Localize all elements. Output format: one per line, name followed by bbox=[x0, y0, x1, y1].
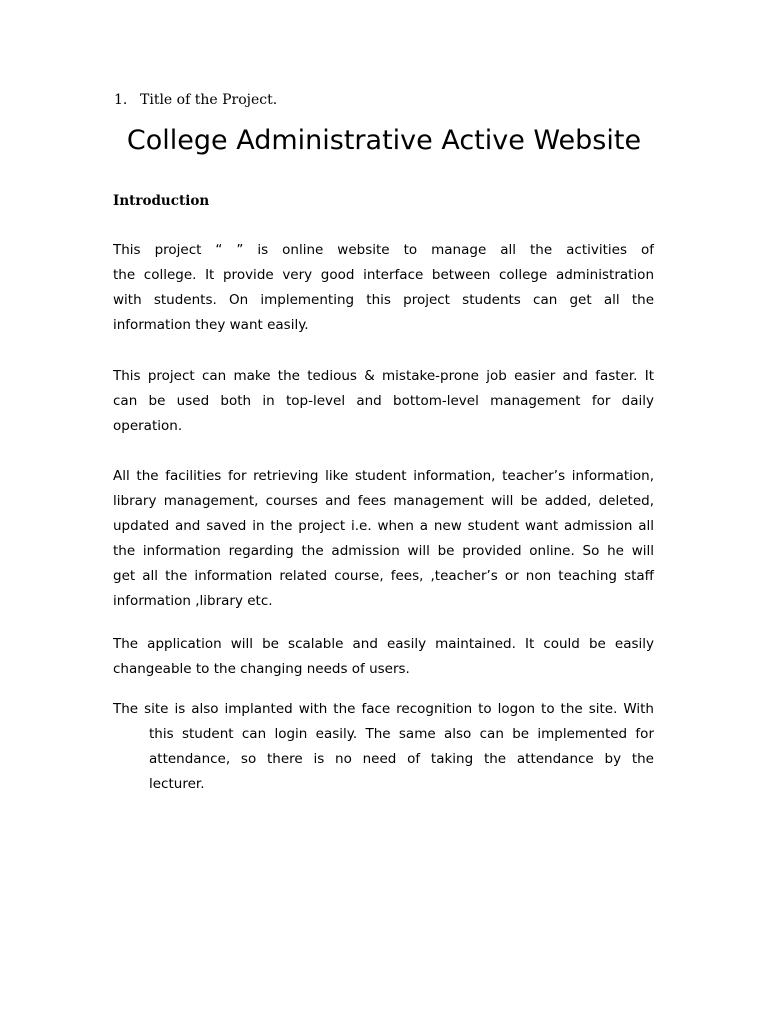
introduction-heading: Introduction bbox=[113, 193, 210, 209]
paragraph-line: All the facilities for retrieving like student information, teacher’s information, bbox=[113, 468, 654, 484]
paragraph-line: with students. On implementing this project students can get all the bbox=[113, 292, 654, 308]
paragraph-line: changeable to the changing needs of users. bbox=[113, 661, 410, 677]
paragraph-1 bbox=[113, 238, 654, 338]
paragraph-5 bbox=[113, 697, 654, 797]
paragraph-line: This project can make the tedious & mistake-prone job easier and faster. It bbox=[113, 368, 654, 384]
paragraph-3 bbox=[113, 464, 654, 614]
paragraph-2 bbox=[113, 364, 654, 439]
paragraph-line: this student can login easily. The same also can be implemented for bbox=[149, 726, 654, 742]
paragraph-line: attendance, so there is no need of taking the attendance by the bbox=[149, 751, 654, 767]
section-number: 1. bbox=[114, 92, 128, 108]
paragraph-line: information ,library etc. bbox=[113, 593, 273, 609]
paragraph-line: the college. It provide very good interface between college administration bbox=[113, 267, 654, 283]
section-title: Title of the Project. bbox=[140, 92, 278, 108]
paragraph-line: the information regarding the admission will be provided online. So he will bbox=[113, 543, 654, 559]
section-heading bbox=[114, 90, 277, 110]
paragraph-4 bbox=[113, 632, 654, 682]
paragraph-line: operation. bbox=[113, 418, 183, 434]
paragraph-line: library management, courses and fees management will be added, deleted, bbox=[113, 493, 654, 509]
paragraph-line: lecturer. bbox=[149, 776, 205, 792]
project-title: College Administrative Active Website bbox=[126, 125, 642, 156]
paragraph-line: The site is also implanted with the face recognition to logon to the site. With bbox=[113, 701, 654, 717]
paragraph-line: The application will be scalable and easily maintained. It could be easily bbox=[113, 636, 654, 652]
paragraph-line: get all the information related course, fees, ,teacher’s or non teaching staff bbox=[113, 568, 654, 584]
paragraph-line: information they want easily. bbox=[113, 317, 309, 333]
paragraph-line: This project “ ” is online website to manage all the activities of bbox=[113, 242, 654, 258]
paragraph-line: updated and saved in the project i.e. when a new student want admission all bbox=[113, 518, 654, 534]
paragraph-line: can be used both in top-level and bottom-level management for daily bbox=[113, 393, 654, 409]
